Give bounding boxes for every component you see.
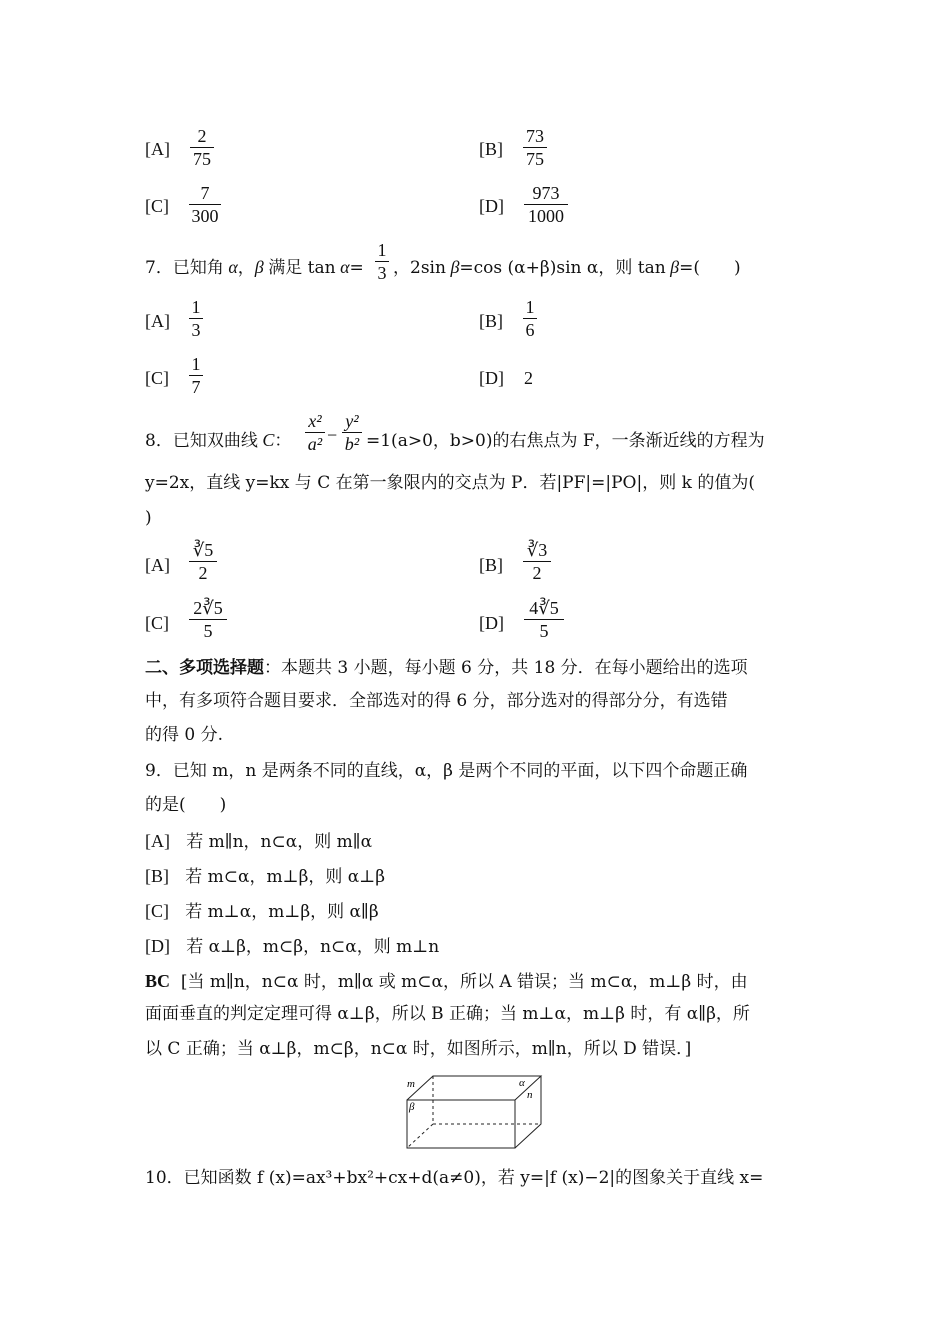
q6-option-a-label: [A] <box>145 139 170 159</box>
figure-label-m: m <box>407 1078 415 1090</box>
q6-option-a-fraction: $\frac{2}{75}$ <box>190 127 214 168</box>
q7-option-b-fraction: $\frac{1}{6}$ <box>523 298 537 339</box>
section2-line1: 二、多项选择题：本题共 3 小题，每小题 6 分，共 18 分．在每小题给出的选项 <box>145 658 748 678</box>
q8-option-c-fraction: $\frac{2∛5}{5}$ <box>189 599 227 640</box>
q8-minus: − <box>327 425 338 445</box>
q8-option-a-fraction: $\frac{∛5}{2}$ <box>189 541 217 582</box>
q9-explain-line3: 以 C 正确；当 α⊥β，m⊂β，n⊂α 时，如图所示，m∥n，所以 D 错误．] <box>145 1039 692 1059</box>
q6-option-d-fraction: $\frac{973}{1000}$ <box>524 184 568 225</box>
q9-option-b: [B] 若 m⊂α，m⊥β，则 α⊥β <box>145 866 386 887</box>
q7-tan-fraction: $\frac{1}{3}$ <box>375 241 389 282</box>
q8-option-a-label: [A] <box>145 555 170 575</box>
q9-line1: 9．已知 m，n 是两条不同的直线，α，β 是两个不同的平面，以下四个命题正确 <box>145 761 748 781</box>
q9-option-d: [D] 若 α⊥β，m⊂β，n⊂α，则 m⊥n <box>145 936 440 957</box>
q7-option-c-fraction: $\frac{1}{7}$ <box>189 355 203 396</box>
q8-line3: ) <box>145 508 152 528</box>
q8-stem-start: 8．已知双曲线 C： <box>145 430 292 451</box>
q7-option-c-label: [C] <box>145 368 169 388</box>
q6-option-d-label: [D] <box>479 196 504 216</box>
q9-answer: BC <box>145 971 171 991</box>
q9-option-a: [A] 若 m∥n，n⊂α，则 m∥α <box>145 831 373 852</box>
q8-option-d-fraction: $\frac{4∛5}{5}$ <box>524 599 564 640</box>
figure-label-alpha: α <box>519 1077 525 1089</box>
q7-option-a-label: [A] <box>145 311 170 331</box>
q7-stem-rest: ，2sin β=cos (α+β)sin α，则 tan β=( ) <box>393 257 741 278</box>
q7-option-a-fraction: $\frac{1}{3}$ <box>189 298 203 339</box>
section2-title: 二、多项选择题 <box>145 658 264 678</box>
q7-option-d-value: 2 <box>524 368 533 388</box>
q9-explain-line2: 面面垂直的判定定理可得 α⊥β，所以 B 正确；当 m⊥α，m⊥β 时，有 α∥β，所 <box>145 1004 750 1024</box>
q8-option-c-label: [C] <box>145 613 169 633</box>
q6-option-b-fraction: $\frac{73}{75}$ <box>523 127 547 168</box>
q7-option-d-label: [D] <box>479 368 504 388</box>
q9-line2: 的是( ) <box>145 795 227 815</box>
front-face <box>407 1100 515 1148</box>
q8-y-fraction: $\frac{\text{y²}}{\text{b²}}$ <box>342 412 362 453</box>
q10-line1: 10．已知函数 f (x)=ax³+bx²+cx+d(a≠0)，若 y=|f (x)−2|的图象关于直线 x= <box>145 1168 764 1188</box>
section2-line3: 的得 0 分. <box>145 725 224 745</box>
q8-option-b-label: [B] <box>479 555 503 575</box>
q7-option-b-label: [B] <box>479 311 503 331</box>
q8-stem-end: =1(a>0，b>0)的右焦点为 F，一条渐近线的方程为 <box>366 431 765 451</box>
figure-label-n: n <box>527 1089 533 1101</box>
q8-option-d-label: [D] <box>479 613 504 633</box>
q8-option-b-fraction: $\frac{∛3}{2}$ <box>523 541 551 582</box>
q9-explain-line1: BC [当 m∥n，n⊂α 时，m∥α 或 m⊂α，所以 A 错误；当 m⊂α，m⊥β 时，由 <box>145 971 748 992</box>
q8-x-fraction: $\frac{\text{x²}}{\text{a²}}$ <box>305 412 325 453</box>
figure-label-beta: β <box>409 1101 415 1113</box>
q6-option-c-fraction: $\frac{7}{300}$ <box>189 184 221 225</box>
section2-line2: 中，有多项符合题目要求．全部选对的得 6 分，部分选对的得部分分，有选错 <box>145 691 728 711</box>
q6-option-c-label: [C] <box>145 196 169 216</box>
cuboid-figure <box>395 1070 555 1152</box>
q8-line2: y=2x，直线 y=kx 与 C 在第一象限内的交点为 P．若|PF|=|PO|，则 k 的值为( <box>145 473 755 493</box>
q9-option-c: [C] 若 m⊥α，m⊥β，则 α∥β <box>145 901 379 922</box>
q7-stem: 7．已知角 α，β 满足 tan α= <box>145 257 364 278</box>
hidden-edge-diagonal <box>407 1124 433 1148</box>
q6-option-b-label: [B] <box>479 139 503 159</box>
